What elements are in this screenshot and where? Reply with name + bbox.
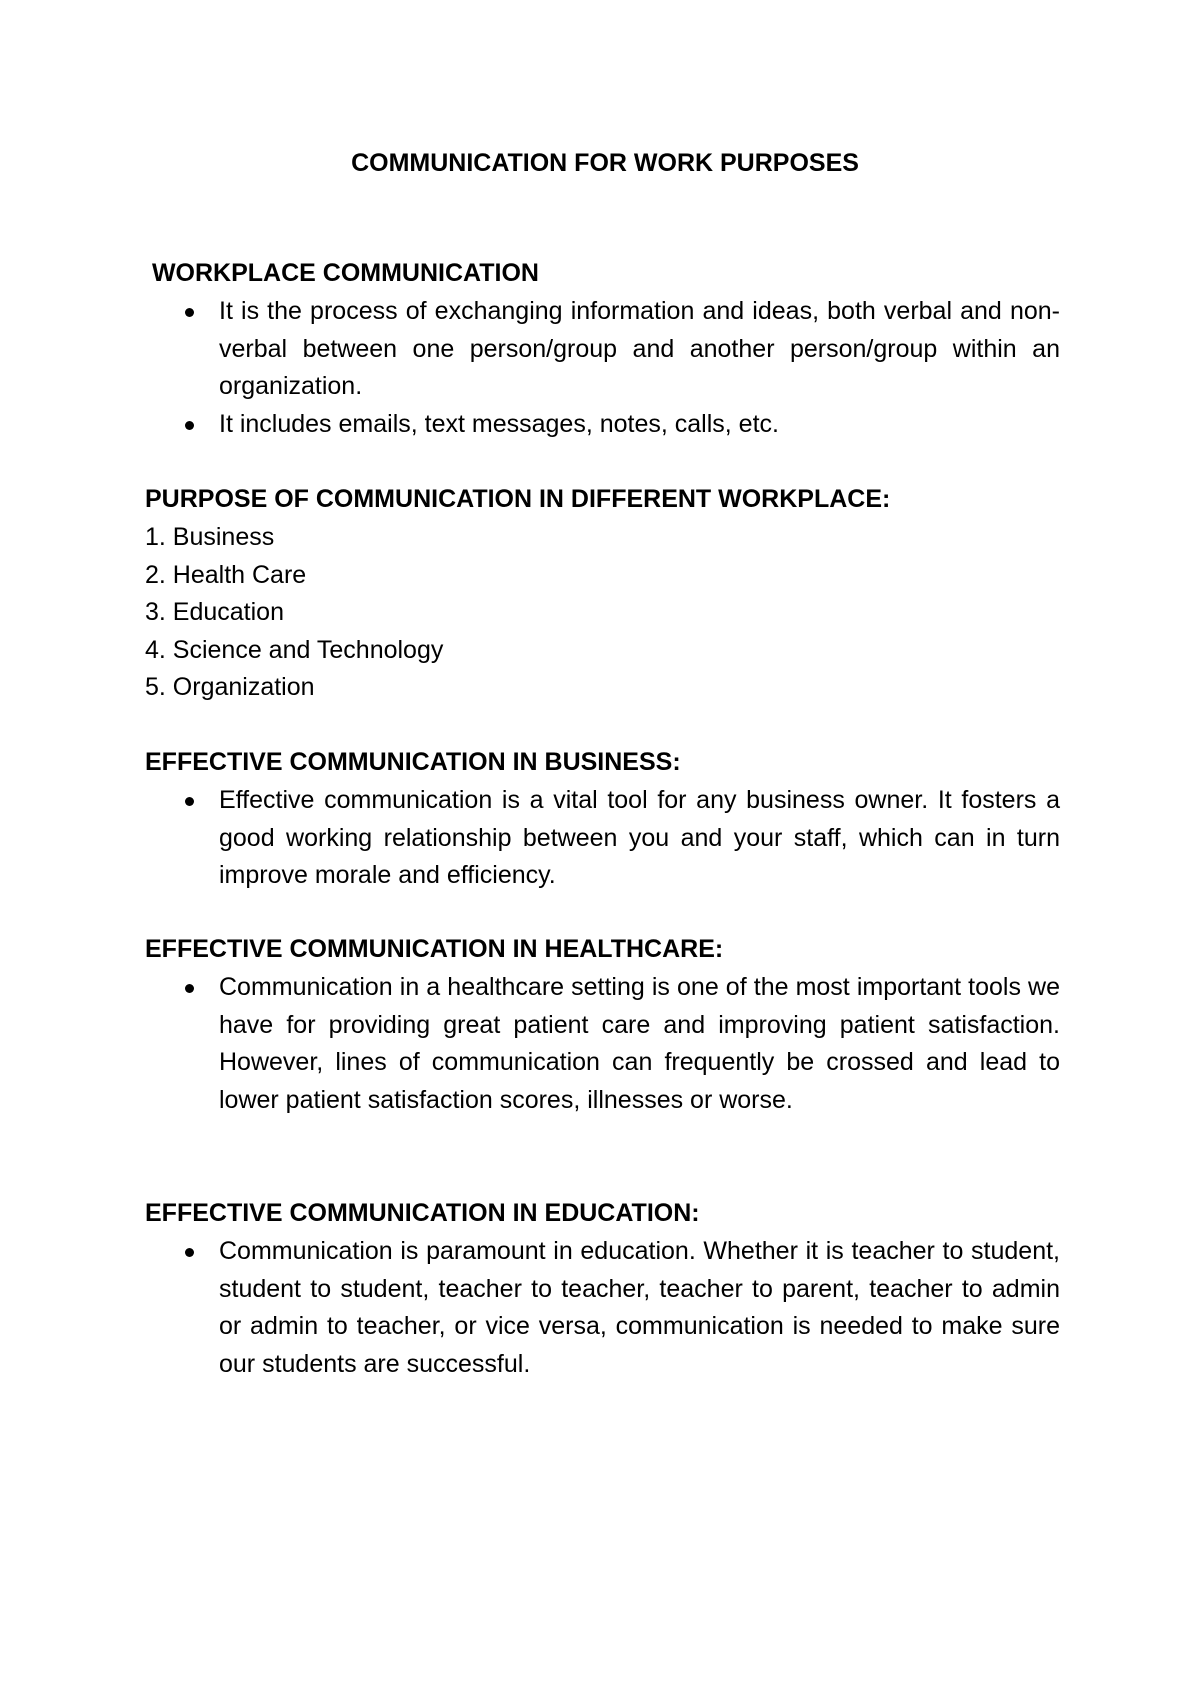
list-item: 5. Organization bbox=[145, 673, 315, 701]
list-item: 1. Business bbox=[145, 523, 275, 551]
bullet-text: It includes emails, text messages, notes, calls, etc. bbox=[219, 409, 779, 438]
bullet-item bbox=[145, 969, 1060, 1119]
bullet-item bbox=[145, 782, 1060, 895]
bullet-dot-icon bbox=[185, 421, 194, 430]
bullet-dot-icon bbox=[185, 797, 194, 806]
section-heading: EFFECTIVE COMMUNICATION IN HEALTHCARE: bbox=[145, 935, 724, 963]
section-purpose bbox=[145, 482, 1060, 707]
bullet-item bbox=[145, 406, 1060, 444]
bullet-item bbox=[145, 293, 1060, 406]
document-title: COMMUNICATION FOR WORK PURPOSES bbox=[351, 149, 859, 177]
section-heading: EFFECTIVE COMMUNICATION IN BUSINESS: bbox=[145, 748, 681, 776]
bullet-text: Communication is paramount in education. Whether it is teacher to student, student to student, teacher to teacher, teacher to parent, teacher to admin or admin to teacher, or vice versa, communication is needed to make sure our students are successful. bbox=[219, 1237, 1060, 1378]
section-education bbox=[145, 1196, 1060, 1383]
bullet-dot-icon bbox=[185, 1248, 194, 1257]
bullet-list bbox=[145, 293, 1060, 443]
bullet-list bbox=[145, 1233, 1060, 1383]
section-business bbox=[145, 745, 1060, 895]
numbered-list bbox=[145, 519, 1060, 707]
section-heading: WORKPLACE COMMUNICATION bbox=[145, 259, 539, 287]
bullet-text: Effective communication is a vital tool for any business owner. It fosters a good working relationship between you and your staff, which can in turn improve morale and efficiency. bbox=[219, 786, 1060, 889]
section-heading: EFFECTIVE COMMUNICATION IN EDUCATION: bbox=[145, 1199, 700, 1227]
bullet-dot-icon bbox=[185, 308, 194, 317]
bullet-list bbox=[145, 969, 1060, 1119]
list-item: 3. Education bbox=[145, 598, 284, 626]
bullet-list bbox=[145, 782, 1060, 895]
bullet-item bbox=[145, 1233, 1060, 1383]
bullet-dot-icon bbox=[185, 984, 194, 993]
list-item: 4. Science and Technology bbox=[145, 635, 444, 664]
bullet-text: It is the process of exchanging information and ideas, both verbal and non-verbal between one person/group and another person/group within an organization. bbox=[219, 297, 1060, 400]
section-healthcare bbox=[145, 932, 1060, 1119]
bullet-text: Communication in a healthcare setting is one of the most important tools we have for providing great patient care and improving patient satisfaction. However, lines of communication can frequently be crossed and lead to lower patient satisfaction scores, illnesses or worse. bbox=[219, 973, 1060, 1114]
list-item: 2. Health Care bbox=[145, 560, 307, 589]
section-workplace-communication bbox=[145, 256, 1060, 443]
section-heading: PURPOSE OF COMMUNICATION IN DIFFERENT WORKPLACE: bbox=[145, 485, 891, 513]
